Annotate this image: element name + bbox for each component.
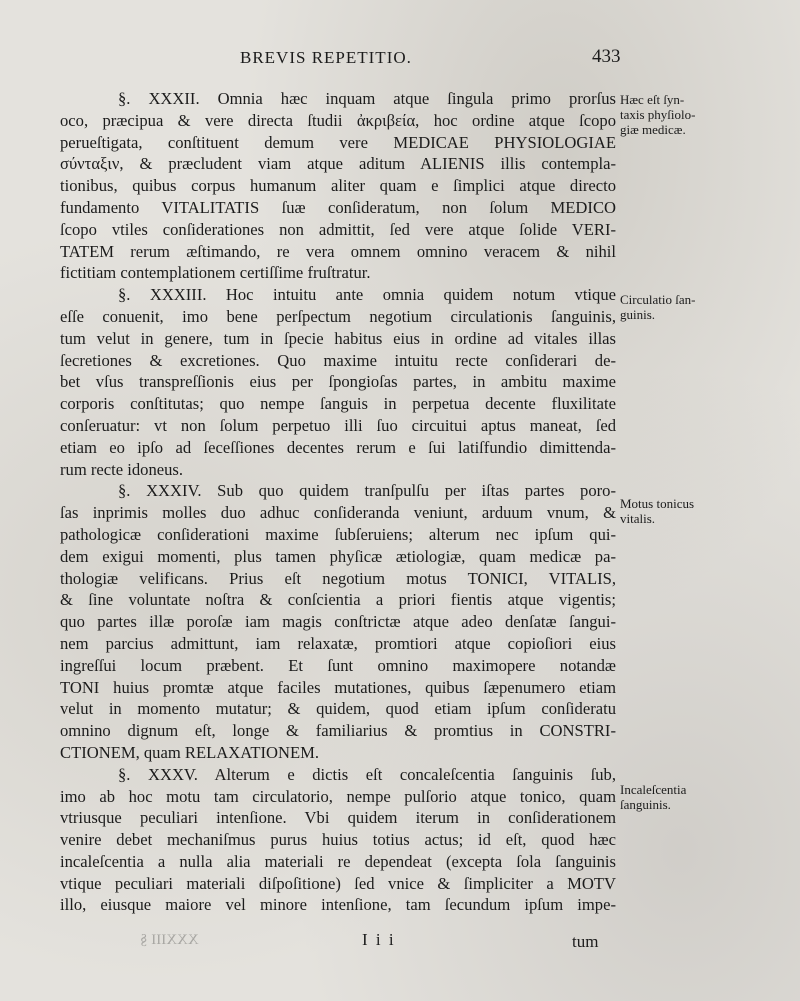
text-line: tum velut in genere, tum in ſpecie habitus eius in ordine ad vitales illas — [60, 328, 616, 348]
running-head: BREVIS REPETITIO. — [240, 48, 412, 67]
text-line: nem parcius admittunt, iam relaxatæ, promtiori atque copioſiori eius — [60, 633, 616, 653]
text-line: venire debet mechaniſmus purus huius totius actus; id eſt, quod hæc — [60, 830, 616, 850]
text-line: σύνταξιν, & præcludent viam atque aditum ALIENIS illis contempla- — [60, 154, 616, 174]
text-line: fundamento VITALITATIS ſuæ conſideratum, non ſolum MEDICO — [60, 197, 616, 217]
text-line: & ſine voluntate noſtra & conſcientia a priori fientis atque vigentis; — [60, 590, 616, 610]
marginal-note — [620, 92, 800, 137]
marginal-note — [620, 292, 800, 322]
catchword: tum — [572, 932, 599, 951]
text-line: etiam eo ipſo ad ſeceſſiones decentes rerum e ſui latiſfundio dimittenda- — [60, 437, 616, 457]
text-line: §. XXXIV. Sub quo quidem tranſpulſu per iſtas partes poro- — [118, 481, 616, 501]
text-line: pathologicæ conſiderationi maxime ſubſeruiens; alterum nec ipſum qui- — [60, 524, 616, 544]
marginal-note-line: Incaleſcentia — [620, 782, 687, 797]
text-line: rum recte idoneus. — [60, 459, 184, 479]
page-number: 433 — [592, 46, 621, 67]
marginal-note-line: taxis phyſiolo- — [620, 107, 696, 122]
text-line: fictitiam contemplationem certiſſime fruſtratur. — [60, 263, 371, 283]
text-line: ſcopo vtiles conſiderationes non admittit, ſed vere atque ſolide VERI- — [60, 219, 616, 239]
marginal-note-line: Hæc eſt ſyn- — [620, 92, 685, 107]
text-line: imo ab hoc motu tam circulatorio, nempe pulſorio atque tonico, quam — [60, 786, 616, 806]
text-line: perueſtigata, conſtituent demum vere MEDICAE PHYSIOLOGIAE — [60, 132, 616, 152]
text-line: omnino dignum eſt, longe & familiarius & promtius in CONSTRI- — [60, 721, 616, 741]
marginal-note-line: guinis. — [620, 307, 656, 322]
bleed-through-text: XXXIII § — [140, 932, 199, 948]
marginal-note-line: vitalis. — [620, 511, 656, 526]
text-line: incaleſcentia a nulla alia materiali re dependeat (excepta ſola ſanguinis — [60, 851, 616, 871]
marginal-note-line: Circulatio ſan- — [620, 292, 696, 307]
text-line: §. XXXIII. Hoc intuitu ante omnia quidem notum vtique — [118, 285, 616, 305]
text-line: quo partes illæ poroſæ iam magis conſtrictæ atque adeo denſatæ ſangui- — [60, 612, 616, 632]
text-line: oco, præcipua & vere directa ſtudii ἀκριβεία, hoc ordine atque ſcopo — [60, 110, 616, 130]
signature-mark: I i i — [362, 930, 396, 949]
text-line: ſecretiones & excretiones. Quo maxime intuitu recte conſiderari de- — [60, 350, 616, 370]
text-line: TONI huius promtæ atque faciles mutationes, quibus ſæpenumero etiam — [60, 677, 616, 697]
text-line: corporis conſtitutas; quo nempe ſanguis in perpetua decente fluxilitate — [60, 394, 616, 414]
marginal-note — [620, 496, 800, 526]
text-line: tionibus, quibus corpus humanum aliter quam e ſimplici atque directo — [60, 176, 616, 196]
text-line: dem exigui momenti, plus tamen phyſicæ ætiologiæ, quam medicæ pa- — [60, 546, 616, 566]
text-line: vtique peculiari materiali diſpoſitione) ſed vnice & ſimpliciter a MOTV — [60, 873, 616, 893]
text-line: vtriusque peculiari intenſione. Vbi quidem iterum in conſiderationem — [60, 808, 616, 828]
text-line: §. XXXV. Alterum e dictis eſt concaleſcentia ſanguinis ſub, — [118, 764, 616, 784]
marginal-note-line: Motus tonicus — [620, 496, 695, 511]
text-line: conſeruatur: vt non ſolum perpetuo illi ſuo circuitui aptus maneat, ſed — [60, 415, 616, 435]
text-line: TATEM rerum æſtimando, re vera omnem omnino veracem & nihil — [60, 241, 616, 261]
text-line: CTIONEM, quam RELAXATIONEM. — [60, 742, 320, 762]
marginal-note — [620, 782, 800, 812]
body-text — [60, 88, 616, 916]
text-line: §. XXXII. Omnia hæc inquam atque ſingula primo prorſus — [118, 89, 616, 108]
text-line: eſſe conuenit, imo bene perſpectum negotium circulationis ſanguinis, — [60, 306, 616, 326]
text-line: bet vſus transpreſſionis eius per ſpongioſas partes, in ambitu maxime — [60, 372, 616, 392]
text-line: ingreſſui locum præbent. Et ſunt omnino maximopere notandæ — [60, 655, 616, 675]
text-line: thologiæ velificans. Prius eſt negotium motus TONICI, VITALIS, — [60, 568, 616, 588]
text-line: illo, eiusque maiore vel minore intenſione, tam ſecundum ipſum impe- — [60, 895, 616, 915]
marginal-note-line: giæ medicæ. — [620, 122, 686, 137]
text-line: velut in momento mutatur; & quidem, quod etiam ipſum conſideratu — [60, 699, 616, 719]
marginal-note-line: ſanguinis. — [620, 797, 671, 812]
text-line: ſas inprimis molles duo adhuc conſideranda veniunt, arduum vnum, & — [60, 503, 616, 523]
